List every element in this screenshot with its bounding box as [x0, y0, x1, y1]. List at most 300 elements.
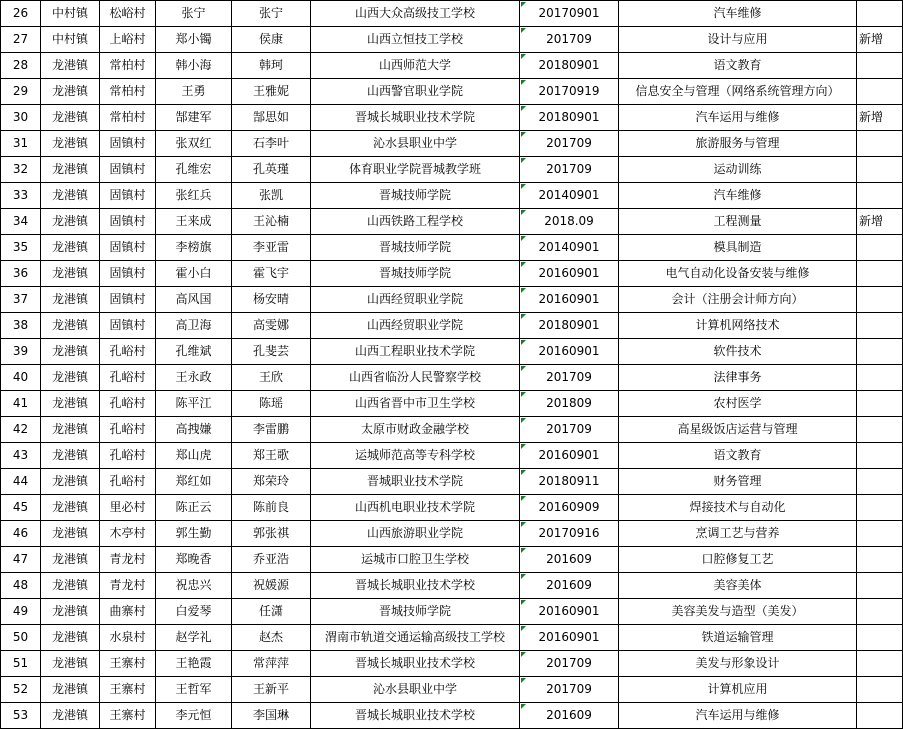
student-name-cell[interactable]: 祝媛源 [232, 573, 311, 599]
table-row [1, 599, 903, 625]
town-cell[interactable]: 龙港镇 [41, 677, 100, 703]
major-cell[interactable]: 高星级饭店运营与管理 [619, 417, 857, 443]
enrollment-date-cell[interactable] [520, 261, 619, 287]
town-cell[interactable]: 龙港镇 [41, 183, 100, 209]
note-cell[interactable]: 新增 [857, 27, 903, 53]
village-cell[interactable]: 里必村 [100, 495, 156, 521]
student-name-cell[interactable]: 王新平 [232, 677, 311, 703]
date-text: 20140901 [538, 188, 600, 202]
table-row [1, 651, 903, 677]
table-row [1, 625, 903, 651]
major-cell[interactable]: 会计（注册会计师方向） [619, 287, 857, 313]
table-row [1, 157, 903, 183]
parent-name-cell[interactable]: 张红兵 [156, 183, 232, 209]
enrollment-date-cell[interactable] [520, 235, 619, 261]
row-number-cell[interactable]: 42 [1, 417, 41, 443]
town-cell[interactable]: 龙港镇 [41, 599, 100, 625]
number-stored-as-text-marker-icon [521, 444, 526, 449]
school-cell[interactable]: 山西经贸职业学院 [311, 287, 520, 313]
school-cell[interactable]: 太原市财政金融学校 [311, 417, 520, 443]
major-cell[interactable]: 焊接技术与自动化 [619, 495, 857, 521]
enrollment-date-cell[interactable] [520, 573, 619, 599]
parent-name-cell[interactable]: 高风国 [156, 287, 232, 313]
date-text: 2018.09 [544, 214, 594, 228]
school-cell[interactable]: 山西旅游职业学院 [311, 521, 520, 547]
parent-name-cell[interactable]: 孔维宏 [156, 157, 232, 183]
number-stored-as-text-marker-icon [521, 106, 526, 111]
number-stored-as-text-marker-icon [521, 626, 526, 631]
village-cell[interactable]: 孔峪村 [100, 365, 156, 391]
date-text: 20180911 [538, 474, 600, 488]
town-cell[interactable]: 龙港镇 [41, 651, 100, 677]
enrollment-date-cell[interactable] [520, 495, 619, 521]
town-cell[interactable]: 龙港镇 [41, 391, 100, 417]
date-text: 201709 [546, 136, 592, 150]
enrollment-date-cell[interactable] [520, 365, 619, 391]
town-cell[interactable]: 龙港镇 [41, 443, 100, 469]
village-cell[interactable]: 孔峪村 [100, 391, 156, 417]
enrollment-date-cell[interactable] [520, 599, 619, 625]
enrollment-date-cell[interactable] [520, 391, 619, 417]
school-cell[interactable]: 晋城长城职业技术学校 [311, 573, 520, 599]
major-cell[interactable]: 汽车维修 [619, 183, 857, 209]
major-cell[interactable]: 工程测量 [619, 209, 857, 235]
row-number-cell[interactable]: 32 [1, 157, 41, 183]
village-cell[interactable]: 松峪村 [100, 1, 156, 27]
date-text: 20160901 [538, 448, 600, 462]
row-number-cell[interactable]: 30 [1, 105, 41, 131]
town-cell[interactable]: 中村镇 [41, 27, 100, 53]
town-cell[interactable]: 龙港镇 [41, 131, 100, 157]
row-number-cell[interactable]: 37 [1, 287, 41, 313]
table-row [1, 677, 903, 703]
student-name-cell[interactable]: 任潇 [232, 599, 311, 625]
enrollment-date-cell[interactable] [520, 469, 619, 495]
student-name-cell[interactable]: 王沁楠 [232, 209, 311, 235]
major-cell[interactable]: 口腔修复工艺 [619, 547, 857, 573]
enrollment-date-cell[interactable] [520, 27, 619, 53]
note-cell[interactable] [857, 625, 903, 651]
parent-name-cell[interactable]: 郜建军 [156, 105, 232, 131]
student-name-cell[interactable]: 张宁 [232, 1, 311, 27]
note-cell[interactable]: 新增 [857, 209, 903, 235]
number-stored-as-text-marker-icon [521, 158, 526, 163]
student-name-cell[interactable]: 郭张祺 [232, 521, 311, 547]
number-stored-as-text-marker-icon [521, 600, 526, 605]
school-cell[interactable]: 晋城技师学院 [311, 599, 520, 625]
parent-name-cell[interactable]: 王艳霞 [156, 651, 232, 677]
row-number-cell[interactable]: 44 [1, 469, 41, 495]
major-cell[interactable]: 美容美体 [619, 573, 857, 599]
date-text: 20180901 [538, 110, 600, 124]
school-cell[interactable]: 山西工程职业技术学院 [311, 339, 520, 365]
school-cell[interactable]: 山西师范大学 [311, 53, 520, 79]
village-cell[interactable]: 王寨村 [100, 677, 156, 703]
village-cell[interactable]: 常柏村 [100, 79, 156, 105]
date-text: 201709 [546, 370, 592, 384]
town-cell[interactable]: 龙港镇 [41, 287, 100, 313]
school-cell[interactable]: 晋城技师学院 [311, 235, 520, 261]
student-name-cell[interactable]: 王雅妮 [232, 79, 311, 105]
table-row [1, 495, 903, 521]
school-cell[interactable]: 山西机电职业技术学院 [311, 495, 520, 521]
school-cell[interactable]: 体育职业学院晋城教学班 [311, 157, 520, 183]
town-cell[interactable]: 龙港镇 [41, 313, 100, 339]
row-number-cell[interactable]: 49 [1, 599, 41, 625]
student-name-cell[interactable]: 李雷鹏 [232, 417, 311, 443]
parent-name-cell[interactable]: 高卫海 [156, 313, 232, 339]
date-text: 201809 [546, 396, 592, 410]
note-cell[interactable] [857, 313, 903, 339]
note-cell[interactable] [857, 131, 903, 157]
school-cell[interactable]: 晋城职业技术学院 [311, 469, 520, 495]
school-cell[interactable]: 运城师范高等专科学校 [311, 443, 520, 469]
number-stored-as-text-marker-icon [521, 574, 526, 579]
student-name-cell[interactable]: 王欣 [232, 365, 311, 391]
note-cell[interactable] [857, 443, 903, 469]
town-cell[interactable]: 龙港镇 [41, 53, 100, 79]
school-cell[interactable]: 晋城长城职业技术学院 [311, 105, 520, 131]
village-cell[interactable]: 固镇村 [100, 209, 156, 235]
student-name-cell[interactable]: 郑王歌 [232, 443, 311, 469]
number-stored-as-text-marker-icon [521, 392, 526, 397]
village-cell[interactable]: 曲寨村 [100, 599, 156, 625]
note-cell[interactable]: 新增 [857, 105, 903, 131]
student-name-cell[interactable]: 常萍萍 [232, 651, 311, 677]
student-name-cell[interactable]: 孔英瑾 [232, 157, 311, 183]
row-number-cell[interactable]: 39 [1, 339, 41, 365]
school-cell[interactable]: 山西立恒技工学校 [311, 27, 520, 53]
village-cell[interactable]: 孔峪村 [100, 339, 156, 365]
student-name-cell[interactable]: 李国琳 [232, 703, 311, 729]
parent-name-cell[interactable]: 陈平江 [156, 391, 232, 417]
parent-name-cell[interactable]: 韩小海 [156, 53, 232, 79]
town-cell[interactable]: 龙港镇 [41, 625, 100, 651]
major-cell[interactable]: 信息安全与管理（网络系统管理方向） [619, 79, 857, 105]
student-name-cell[interactable]: 赵杰 [232, 625, 311, 651]
number-stored-as-text-marker-icon [521, 184, 526, 189]
major-cell[interactable]: 美容美发与造型（美发） [619, 599, 857, 625]
major-cell[interactable]: 汽车运用与维修 [619, 105, 857, 131]
student-name-cell[interactable]: 韩珂 [232, 53, 311, 79]
enrollment-date-cell[interactable] [520, 443, 619, 469]
parent-name-cell[interactable]: 郑山虎 [156, 443, 232, 469]
town-cell[interactable]: 龙港镇 [41, 79, 100, 105]
table-row [1, 469, 903, 495]
note-cell[interactable] [857, 417, 903, 443]
note-cell[interactable] [857, 287, 903, 313]
major-cell[interactable]: 法律事务 [619, 365, 857, 391]
parent-name-cell[interactable]: 高拽嫌 [156, 417, 232, 443]
town-cell[interactable]: 中村镇 [41, 1, 100, 27]
parent-name-cell[interactable]: 郑红如 [156, 469, 232, 495]
student-name-cell[interactable]: 李亚雷 [232, 235, 311, 261]
parent-name-cell[interactable]: 王永政 [156, 365, 232, 391]
parent-name-cell[interactable]: 郑晚香 [156, 547, 232, 573]
note-cell[interactable] [857, 79, 903, 105]
table-row [1, 365, 903, 391]
enrollment-date-cell[interactable] [520, 521, 619, 547]
row-number-cell[interactable]: 36 [1, 261, 41, 287]
school-cell[interactable]: 山西经贸职业学院 [311, 313, 520, 339]
note-cell[interactable] [857, 53, 903, 79]
note-cell[interactable] [857, 599, 903, 625]
town-cell[interactable]: 龙港镇 [41, 521, 100, 547]
major-cell[interactable]: 语文教育 [619, 53, 857, 79]
number-stored-as-text-marker-icon [521, 54, 526, 59]
village-cell[interactable]: 青龙村 [100, 573, 156, 599]
major-cell[interactable]: 运动训练 [619, 157, 857, 183]
parent-name-cell[interactable]: 张双红 [156, 131, 232, 157]
row-number-cell[interactable]: 31 [1, 131, 41, 157]
number-stored-as-text-marker-icon [521, 288, 526, 293]
note-cell[interactable] [857, 157, 903, 183]
student-name-cell[interactable]: 郜思如 [232, 105, 311, 131]
student-name-cell[interactable]: 石李叶 [232, 131, 311, 157]
major-cell[interactable]: 语文教育 [619, 443, 857, 469]
town-cell[interactable]: 龙港镇 [41, 495, 100, 521]
school-cell[interactable]: 沁水县职业中学 [311, 131, 520, 157]
school-cell[interactable]: 晋城技师学院 [311, 261, 520, 287]
row-number-cell[interactable]: 38 [1, 313, 41, 339]
enrollment-date-cell[interactable] [520, 651, 619, 677]
village-cell[interactable]: 木亭村 [100, 521, 156, 547]
row-number-cell[interactable]: 45 [1, 495, 41, 521]
school-cell[interactable]: 晋城长城职业技术学校 [311, 651, 520, 677]
town-cell[interactable]: 龙港镇 [41, 339, 100, 365]
row-number-cell[interactable]: 46 [1, 521, 41, 547]
village-cell[interactable]: 固镇村 [100, 235, 156, 261]
parent-name-cell[interactable]: 王哲军 [156, 677, 232, 703]
school-cell[interactable]: 晋城长城职业技术学校 [311, 703, 520, 729]
town-cell[interactable]: 龙港镇 [41, 573, 100, 599]
major-cell[interactable]: 铁道运输管理 [619, 625, 857, 651]
enrollment-date-cell[interactable] [520, 703, 619, 729]
note-cell[interactable] [857, 573, 903, 599]
major-cell[interactable]: 模具制造 [619, 235, 857, 261]
village-cell[interactable]: 固镇村 [100, 313, 156, 339]
student-name-cell[interactable]: 孔斐芸 [232, 339, 311, 365]
enrollment-date-cell[interactable] [520, 183, 619, 209]
note-cell[interactable] [857, 339, 903, 365]
village-cell[interactable]: 固镇村 [100, 261, 156, 287]
row-number-cell[interactable]: 53 [1, 703, 41, 729]
number-stored-as-text-marker-icon [521, 522, 526, 527]
date-text: 20160901 [538, 630, 600, 644]
row-number-cell[interactable]: 48 [1, 573, 41, 599]
row-number-cell[interactable]: 26 [1, 1, 41, 27]
village-cell[interactable]: 孔峪村 [100, 443, 156, 469]
date-text: 20160901 [538, 292, 600, 306]
enrollment-date-cell[interactable] [520, 131, 619, 157]
note-cell[interactable] [857, 469, 903, 495]
school-cell[interactable]: 山西省晋中市卫生学校 [311, 391, 520, 417]
major-cell[interactable]: 电气自动化设备安装与维修 [619, 261, 857, 287]
major-cell[interactable]: 美发与形象设计 [619, 651, 857, 677]
row-number-cell[interactable]: 47 [1, 547, 41, 573]
note-cell[interactable] [857, 495, 903, 521]
village-cell[interactable]: 王寨村 [100, 651, 156, 677]
row-number-cell[interactable]: 35 [1, 235, 41, 261]
town-cell[interactable]: 龙港镇 [41, 469, 100, 495]
town-cell[interactable]: 龙港镇 [41, 157, 100, 183]
parent-name-cell[interactable]: 祝忠兴 [156, 573, 232, 599]
table-row [1, 261, 903, 287]
parent-name-cell[interactable]: 李榜旗 [156, 235, 232, 261]
school-cell[interactable]: 山西警官职业学院 [311, 79, 520, 105]
major-cell[interactable]: 农村医学 [619, 391, 857, 417]
table-row [1, 131, 903, 157]
town-cell[interactable]: 龙港镇 [41, 235, 100, 261]
major-cell[interactable]: 旅游服务与管理 [619, 131, 857, 157]
note-cell[interactable] [857, 677, 903, 703]
note-cell[interactable] [857, 547, 903, 573]
parent-name-cell[interactable]: 王来成 [156, 209, 232, 235]
note-cell[interactable] [857, 261, 903, 287]
school-cell[interactable]: 山西省临汾人民警察学校 [311, 365, 520, 391]
enrollment-date-cell[interactable] [520, 625, 619, 651]
village-cell[interactable]: 常柏村 [100, 105, 156, 131]
enrollment-date-cell[interactable] [520, 105, 619, 131]
table-row [1, 209, 903, 235]
town-cell[interactable]: 龙港镇 [41, 547, 100, 573]
village-cell[interactable]: 王寨村 [100, 703, 156, 729]
town-cell[interactable]: 龙港镇 [41, 105, 100, 131]
enrollment-date-cell[interactable] [520, 313, 619, 339]
enrollment-date-cell[interactable] [520, 287, 619, 313]
row-number-cell[interactable]: 40 [1, 365, 41, 391]
row-number-cell[interactable]: 34 [1, 209, 41, 235]
note-cell[interactable] [857, 183, 903, 209]
school-cell[interactable]: 山西铁路工程学校 [311, 209, 520, 235]
number-stored-as-text-marker-icon [521, 548, 526, 553]
enrollment-date-cell[interactable] [520, 157, 619, 183]
date-text: 20160901 [538, 604, 600, 618]
major-cell[interactable]: 汽车运用与维修 [619, 703, 857, 729]
table-row [1, 521, 903, 547]
parent-name-cell[interactable]: 白爱琴 [156, 599, 232, 625]
village-cell[interactable]: 孔峪村 [100, 469, 156, 495]
parent-name-cell[interactable]: 孔维斌 [156, 339, 232, 365]
village-cell[interactable]: 孔峪村 [100, 417, 156, 443]
enrollment-date-cell[interactable] [520, 417, 619, 443]
town-cell[interactable]: 龙港镇 [41, 703, 100, 729]
row-number-cell[interactable]: 29 [1, 79, 41, 105]
note-cell[interactable] [857, 651, 903, 677]
student-name-cell[interactable]: 杨安晴 [232, 287, 311, 313]
row-number-cell[interactable]: 27 [1, 27, 41, 53]
row-number-cell[interactable]: 43 [1, 443, 41, 469]
major-cell[interactable]: 设计与应用 [619, 27, 857, 53]
row-number-cell[interactable]: 28 [1, 53, 41, 79]
table-row [1, 417, 903, 443]
village-cell[interactable]: 青龙村 [100, 547, 156, 573]
school-cell[interactable]: 晋城技师学院 [311, 183, 520, 209]
student-name-cell[interactable]: 张凯 [232, 183, 311, 209]
parent-name-cell[interactable]: 郑小镯 [156, 27, 232, 53]
number-stored-as-text-marker-icon [521, 28, 526, 33]
enrollment-date-cell[interactable] [520, 1, 619, 27]
table-row [1, 573, 903, 599]
parent-name-cell[interactable]: 霍小白 [156, 261, 232, 287]
town-cell[interactable]: 龙港镇 [41, 417, 100, 443]
enrollment-date-cell[interactable] [520, 209, 619, 235]
student-name-cell[interactable]: 郑荣玲 [232, 469, 311, 495]
table-row [1, 287, 903, 313]
major-cell[interactable]: 汽车维修 [619, 1, 857, 27]
table-row [1, 547, 903, 573]
student-name-cell[interactable]: 乔亚浩 [232, 547, 311, 573]
date-text: 20140901 [538, 240, 600, 254]
student-name-cell[interactable]: 高雯娜 [232, 313, 311, 339]
village-cell[interactable]: 水泉村 [100, 625, 156, 651]
major-cell[interactable]: 财务管理 [619, 469, 857, 495]
parent-name-cell[interactable]: 李元恒 [156, 703, 232, 729]
note-cell[interactable] [857, 391, 903, 417]
row-number-cell[interactable]: 51 [1, 651, 41, 677]
note-cell[interactable] [857, 521, 903, 547]
student-name-cell[interactable]: 霍飞宇 [232, 261, 311, 287]
row-number-cell[interactable]: 41 [1, 391, 41, 417]
note-cell[interactable] [857, 703, 903, 729]
town-cell[interactable]: 龙港镇 [41, 261, 100, 287]
town-cell[interactable]: 龙港镇 [41, 209, 100, 235]
number-stored-as-text-marker-icon [521, 210, 526, 215]
row-number-cell[interactable]: 50 [1, 625, 41, 651]
student-name-cell[interactable]: 陈瑶 [232, 391, 311, 417]
parent-name-cell[interactable]: 张宁 [156, 1, 232, 27]
date-text: 201709 [546, 682, 592, 696]
note-cell[interactable] [857, 365, 903, 391]
number-stored-as-text-marker-icon [521, 366, 526, 371]
row-number-cell[interactable]: 33 [1, 183, 41, 209]
enrollment-date-cell[interactable] [520, 79, 619, 105]
date-text: 201609 [546, 578, 592, 592]
parent-name-cell[interactable]: 郭生勤 [156, 521, 232, 547]
school-cell[interactable]: 渭南市轨道交通运输高级技工学校 [311, 625, 520, 651]
village-cell[interactable]: 固镇村 [100, 131, 156, 157]
note-cell[interactable] [857, 1, 903, 27]
parent-name-cell[interactable]: 陈正云 [156, 495, 232, 521]
major-cell[interactable]: 计算机应用 [619, 677, 857, 703]
enrollment-date-cell[interactable] [520, 677, 619, 703]
school-cell[interactable]: 沁水县职业中学 [311, 677, 520, 703]
enrollment-date-cell[interactable] [520, 53, 619, 79]
parent-name-cell[interactable]: 赵学礼 [156, 625, 232, 651]
enrollment-date-cell[interactable] [520, 547, 619, 573]
village-cell[interactable]: 固镇村 [100, 183, 156, 209]
student-name-cell[interactable]: 陈前良 [232, 495, 311, 521]
school-cell[interactable]: 运城市口腔卫生学校 [311, 547, 520, 573]
enrollment-date-cell[interactable] [520, 339, 619, 365]
note-cell[interactable] [857, 235, 903, 261]
village-cell[interactable]: 常柏村 [100, 53, 156, 79]
school-cell[interactable]: 山西大众高级技工学校 [311, 1, 520, 27]
village-cell[interactable]: 固镇村 [100, 157, 156, 183]
town-cell[interactable]: 龙港镇 [41, 365, 100, 391]
date-text: 201609 [546, 708, 592, 722]
village-cell[interactable]: 上峪村 [100, 27, 156, 53]
parent-name-cell[interactable]: 王勇 [156, 79, 232, 105]
row-number-cell[interactable]: 52 [1, 677, 41, 703]
village-cell[interactable]: 固镇村 [100, 287, 156, 313]
major-cell[interactable]: 软件技术 [619, 339, 857, 365]
major-cell[interactable]: 计算机网络技术 [619, 313, 857, 339]
student-name-cell[interactable]: 侯康 [232, 27, 311, 53]
number-stored-as-text-marker-icon [521, 80, 526, 85]
table-row [1, 27, 903, 53]
major-cell[interactable]: 烹调工艺与营养 [619, 521, 857, 547]
